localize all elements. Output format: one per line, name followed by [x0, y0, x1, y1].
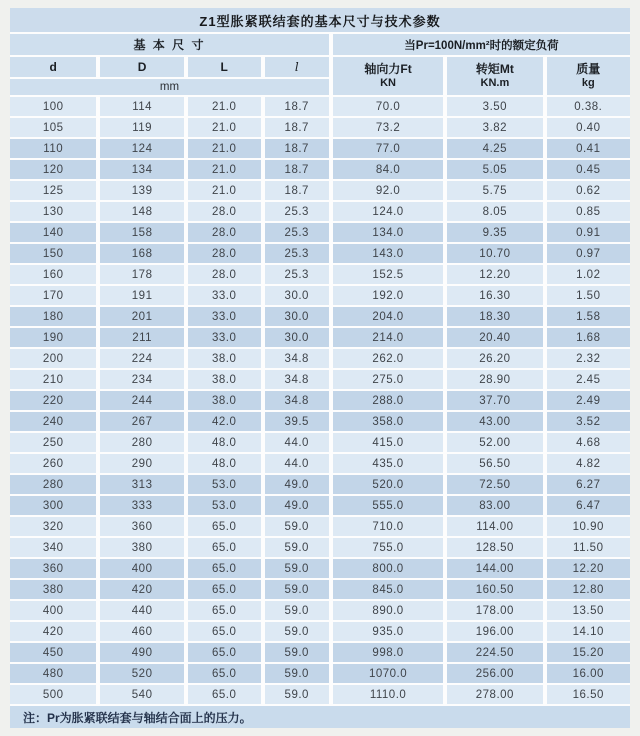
- table-row: [10, 265, 630, 284]
- table-cell: 211: [100, 328, 183, 347]
- table-cell: 34.8: [265, 391, 329, 410]
- table-cell: 278.00: [447, 685, 542, 704]
- table-cell: 420: [10, 622, 96, 641]
- table-cell: 33.0: [188, 286, 261, 305]
- table-cell: 5.05: [447, 160, 542, 179]
- table-cell: 400: [100, 559, 183, 578]
- table-cell: 114: [100, 97, 183, 116]
- header-group-rated-load: 当Pr=100N/mm²时的额定负荷: [333, 34, 630, 55]
- table-row: [10, 160, 630, 179]
- table-cell: 34.8: [265, 370, 329, 389]
- table-cell: 14.10: [547, 622, 630, 641]
- table-cell: 65.0: [188, 622, 261, 641]
- table-cell: 480: [10, 664, 96, 683]
- table-cell: 998.0: [333, 643, 443, 662]
- table-cell: 160: [10, 265, 96, 284]
- table-cell: 224.50: [447, 643, 542, 662]
- table-cell: 28.0: [188, 202, 261, 221]
- table-cell: 53.0: [188, 475, 261, 494]
- table-row: [10, 433, 630, 452]
- table-cell: 105: [10, 118, 96, 137]
- table-cell: 540: [100, 685, 183, 704]
- table-cell: 18.7: [265, 139, 329, 158]
- table-cell: 260: [10, 454, 96, 473]
- table-cell: 134.0: [333, 223, 443, 242]
- axial-force-label: 轴向力Ft: [364, 61, 412, 76]
- torque-label: 转矩Mt: [475, 61, 514, 76]
- table-cell: 1.50: [547, 286, 630, 305]
- table-cell: 380: [10, 580, 96, 599]
- table-cell: 224: [100, 349, 183, 368]
- unit-row-mm: mm: [10, 79, 329, 95]
- table-cell: 460: [100, 622, 183, 641]
- table-cell: 65.0: [188, 538, 261, 557]
- table-cell: 520.0: [333, 475, 443, 494]
- table-cell: 320: [10, 517, 96, 536]
- footnote: 注：Pr为胀紧联结套与轴结合面上的压力。: [10, 706, 630, 728]
- table-cell: 92.0: [333, 181, 443, 200]
- table-cell: 0.40: [547, 118, 630, 137]
- table-cell: 65.0: [188, 685, 261, 704]
- table-row: [10, 643, 630, 662]
- table-cell: 4.25: [447, 139, 542, 158]
- table-cell: 18.7: [265, 118, 329, 137]
- table-cell: 12.20: [447, 265, 542, 284]
- table-row: [10, 685, 630, 704]
- table-cell: 72.50: [447, 475, 542, 494]
- table-cell: 38.0: [188, 349, 261, 368]
- table-cell: 300: [10, 496, 96, 515]
- table-cell: 0.41: [547, 139, 630, 158]
- table-cell: 59.0: [265, 643, 329, 662]
- table-row: [10, 454, 630, 473]
- table-cell: 290: [100, 454, 183, 473]
- table-cell: 3.50: [447, 97, 542, 116]
- table-cell: 124.0: [333, 202, 443, 221]
- table-cell: 340: [10, 538, 96, 557]
- table-cell: 70.0: [333, 97, 443, 116]
- table-row: [10, 223, 630, 242]
- table-row: [10, 202, 630, 221]
- table-cell: 30.0: [265, 328, 329, 347]
- table-cell: 800.0: [333, 559, 443, 578]
- table-cell: 65.0: [188, 643, 261, 662]
- table-cell: 125: [10, 181, 96, 200]
- table-cell: 250: [10, 433, 96, 452]
- table-cell: 18.30: [447, 307, 542, 326]
- table-cell: 21.0: [188, 139, 261, 158]
- table-cell: 555.0: [333, 496, 443, 515]
- table-cell: 1070.0: [333, 664, 443, 683]
- table-cell: 2.49: [547, 391, 630, 410]
- column-header-mass: [547, 57, 630, 95]
- table-cell: 56.50: [447, 454, 542, 473]
- table-row: [10, 664, 630, 683]
- table-cell: 170: [10, 286, 96, 305]
- table-cell: 21.0: [188, 118, 261, 137]
- table-cell: 44.0: [265, 454, 329, 473]
- table-cell: 128.50: [447, 538, 542, 557]
- table-cell: 20.40: [447, 328, 542, 347]
- table-cell: 119: [100, 118, 183, 137]
- table-row: [10, 97, 630, 116]
- table-cell: 280: [10, 475, 96, 494]
- table-cell: 234: [100, 370, 183, 389]
- table-cell: 48.0: [188, 433, 261, 452]
- table-cell: 120: [10, 160, 96, 179]
- table-cell: 2.32: [547, 349, 630, 368]
- column-header-L: L: [188, 57, 261, 77]
- table-cell: 1110.0: [333, 685, 443, 704]
- table-cell: 380: [100, 538, 183, 557]
- table-row: [10, 307, 630, 326]
- table-cell: 21.0: [188, 160, 261, 179]
- table-cell: 28.0: [188, 265, 261, 284]
- table-cell: 65.0: [188, 517, 261, 536]
- column-header-torque: [447, 57, 542, 95]
- table-row: [10, 538, 630, 557]
- table-cell: 110: [10, 139, 96, 158]
- table-cell: 180: [10, 307, 96, 326]
- table-cell: 25.3: [265, 244, 329, 263]
- table-cell: 313: [100, 475, 183, 494]
- table-cell: 49.0: [265, 475, 329, 494]
- table-cell: 440: [100, 601, 183, 620]
- table-cell: 21.0: [188, 181, 261, 200]
- table-cell: 13.50: [547, 601, 630, 620]
- table-cell: 6.27: [547, 475, 630, 494]
- table-cell: 25.3: [265, 202, 329, 221]
- table-cell: 73.2: [333, 118, 443, 137]
- table-cell: 275.0: [333, 370, 443, 389]
- table-cell: 178.00: [447, 601, 542, 620]
- table-cell: 0.38.: [547, 97, 630, 116]
- table-row: [10, 328, 630, 347]
- table-cell: 18.7: [265, 181, 329, 200]
- table-cell: 143.0: [333, 244, 443, 263]
- table-cell: 0.91: [547, 223, 630, 242]
- table-cell: 59.0: [265, 580, 329, 599]
- torque-unit: KN.m: [480, 76, 510, 89]
- table-cell: 6.47: [547, 496, 630, 515]
- table-cell: 12.80: [547, 580, 630, 599]
- table-cell: 77.0: [333, 139, 443, 158]
- table-row: [10, 139, 630, 158]
- table-cell: 25.3: [265, 223, 329, 242]
- table-row: [10, 475, 630, 494]
- table-cell: 65.0: [188, 664, 261, 683]
- table-row: [10, 496, 630, 515]
- table-cell: 65.0: [188, 601, 261, 620]
- table-cell: 18.7: [265, 97, 329, 116]
- table-row: [10, 559, 630, 578]
- table-header: [10, 34, 630, 95]
- table-cell: 59.0: [265, 559, 329, 578]
- table-cell: 148: [100, 202, 183, 221]
- table-cell: 4.68: [547, 433, 630, 452]
- table-cell: 240: [10, 412, 96, 431]
- table-cell: 10.70: [447, 244, 542, 263]
- table-cell: 168: [100, 244, 183, 263]
- table-cell: 0.45: [547, 160, 630, 179]
- table-cell: 710.0: [333, 517, 443, 536]
- table-cell: 178: [100, 265, 183, 284]
- table-cell: 490: [100, 643, 183, 662]
- table-cell: 1.58: [547, 307, 630, 326]
- table-row: [10, 349, 630, 368]
- table-cell: 11.50: [547, 538, 630, 557]
- table-cell: 18.7: [265, 160, 329, 179]
- table-row: [10, 244, 630, 263]
- table-cell: 28.90: [447, 370, 542, 389]
- table-cell: 755.0: [333, 538, 443, 557]
- table-cell: 139: [100, 181, 183, 200]
- table-cell: 38.0: [188, 370, 261, 389]
- table-cell: 158: [100, 223, 183, 242]
- mass-unit: kg: [581, 76, 595, 89]
- table-cell: 256.00: [447, 664, 542, 683]
- table-cell: 25.3: [265, 265, 329, 284]
- table-cell: 59.0: [265, 622, 329, 641]
- table-cell: 191: [100, 286, 183, 305]
- table-cell: 30.0: [265, 286, 329, 305]
- table-cell: 16.00: [547, 664, 630, 683]
- table-cell: 28.0: [188, 244, 261, 263]
- table-cell: 200: [10, 349, 96, 368]
- table-row: [10, 286, 630, 305]
- table-row: [10, 517, 630, 536]
- table-cell: 130: [10, 202, 96, 221]
- table-cell: 43.00: [447, 412, 542, 431]
- table-cell: 3.52: [547, 412, 630, 431]
- table-cell: 333: [100, 496, 183, 515]
- table-cell: 2.45: [547, 370, 630, 389]
- table-cell: 37.70: [447, 391, 542, 410]
- table-cell: 124: [100, 139, 183, 158]
- column-header-l: l: [265, 57, 329, 77]
- column-header-D: D: [100, 57, 183, 77]
- table-cell: 192.0: [333, 286, 443, 305]
- table-cell: 33.0: [188, 328, 261, 347]
- table-cell: 358.0: [333, 412, 443, 431]
- table-cell: 0.85: [547, 202, 630, 221]
- table-cell: 100: [10, 97, 96, 116]
- table-cell: 9.35: [447, 223, 542, 242]
- table-cell: 1.68: [547, 328, 630, 347]
- table-cell: 16.50: [547, 685, 630, 704]
- table-cell: 890.0: [333, 601, 443, 620]
- table-cell: 420: [100, 580, 183, 599]
- axial-force-unit: KN: [380, 76, 396, 89]
- table-cell: 280: [100, 433, 183, 452]
- table-cell: 4.82: [547, 454, 630, 473]
- table-cell: 8.05: [447, 202, 542, 221]
- table-cell: 28.0: [188, 223, 261, 242]
- table-cell: 21.0: [188, 97, 261, 116]
- table-cell: 210: [10, 370, 96, 389]
- table-cell: 10.90: [547, 517, 630, 536]
- table-cell: 150: [10, 244, 96, 263]
- table-cell: 204.0: [333, 307, 443, 326]
- table-cell: 152.5: [333, 265, 443, 284]
- table-row: [10, 622, 630, 641]
- table-row: [10, 370, 630, 389]
- table-cell: 1.02: [547, 265, 630, 284]
- table-cell: 65.0: [188, 580, 261, 599]
- table-cell: 59.0: [265, 601, 329, 620]
- table-row: [10, 181, 630, 200]
- table-cell: 39.5: [265, 412, 329, 431]
- table-cell: 144.00: [447, 559, 542, 578]
- table-cell: 34.8: [265, 349, 329, 368]
- table-cell: 114.00: [447, 517, 542, 536]
- mass-label: 质量: [576, 61, 601, 76]
- table-cell: 16.30: [447, 286, 542, 305]
- table-cell: 220: [10, 391, 96, 410]
- table-cell: 450: [10, 643, 96, 662]
- table-cell: 0.62: [547, 181, 630, 200]
- table-cell: 49.0: [265, 496, 329, 515]
- table-cell: 5.75: [447, 181, 542, 200]
- table-cell: 415.0: [333, 433, 443, 452]
- table-row: [10, 601, 630, 620]
- table-cell: 160.50: [447, 580, 542, 599]
- table-cell: 3.82: [447, 118, 542, 137]
- table-body: [10, 97, 630, 704]
- table-cell: 500: [10, 685, 96, 704]
- table-cell: 520: [100, 664, 183, 683]
- table-cell: 44.0: [265, 433, 329, 452]
- table-row: [10, 118, 630, 137]
- table-cell: 267: [100, 412, 183, 431]
- table-row: [10, 580, 630, 599]
- table-cell: 65.0: [188, 559, 261, 578]
- table-cell: 262.0: [333, 349, 443, 368]
- table-cell: 935.0: [333, 622, 443, 641]
- column-header-d: d: [10, 57, 96, 77]
- table-cell: 845.0: [333, 580, 443, 599]
- table-cell: 196.00: [447, 622, 542, 641]
- table-cell: 288.0: [333, 391, 443, 410]
- table-cell: 42.0: [188, 412, 261, 431]
- table-cell: 435.0: [333, 454, 443, 473]
- table-cell: 52.00: [447, 433, 542, 452]
- table-cell: 26.20: [447, 349, 542, 368]
- table-row: [10, 412, 630, 431]
- table-cell: 84.0: [333, 160, 443, 179]
- table-cell: 134: [100, 160, 183, 179]
- table-cell: 400: [10, 601, 96, 620]
- header-group-basic-dimensions: 基 本 尺 寸: [10, 34, 329, 55]
- spec-table: [10, 8, 630, 728]
- table-cell: 12.20: [547, 559, 630, 578]
- table-cell: 59.0: [265, 517, 329, 536]
- table-cell: 30.0: [265, 307, 329, 326]
- table-cell: 244: [100, 391, 183, 410]
- table-cell: 190: [10, 328, 96, 347]
- table-cell: 140: [10, 223, 96, 242]
- table-cell: 201: [100, 307, 183, 326]
- table-cell: 53.0: [188, 496, 261, 515]
- page-title: Z1型胀紧联结套的基本尺寸与技术参数: [10, 8, 630, 32]
- table-cell: 59.0: [265, 664, 329, 683]
- table-cell: 33.0: [188, 307, 261, 326]
- column-header-axial-force: [333, 57, 443, 95]
- table-cell: 15.20: [547, 643, 630, 662]
- table-cell: 38.0: [188, 391, 261, 410]
- table-cell: 214.0: [333, 328, 443, 347]
- table-cell: 59.0: [265, 538, 329, 557]
- table-cell: 59.0: [265, 685, 329, 704]
- table-cell: 48.0: [188, 454, 261, 473]
- table-cell: 83.00: [447, 496, 542, 515]
- table-cell: 360: [10, 559, 96, 578]
- table-cell: 0.97: [547, 244, 630, 263]
- table-row: [10, 391, 630, 410]
- table-cell: 360: [100, 517, 183, 536]
